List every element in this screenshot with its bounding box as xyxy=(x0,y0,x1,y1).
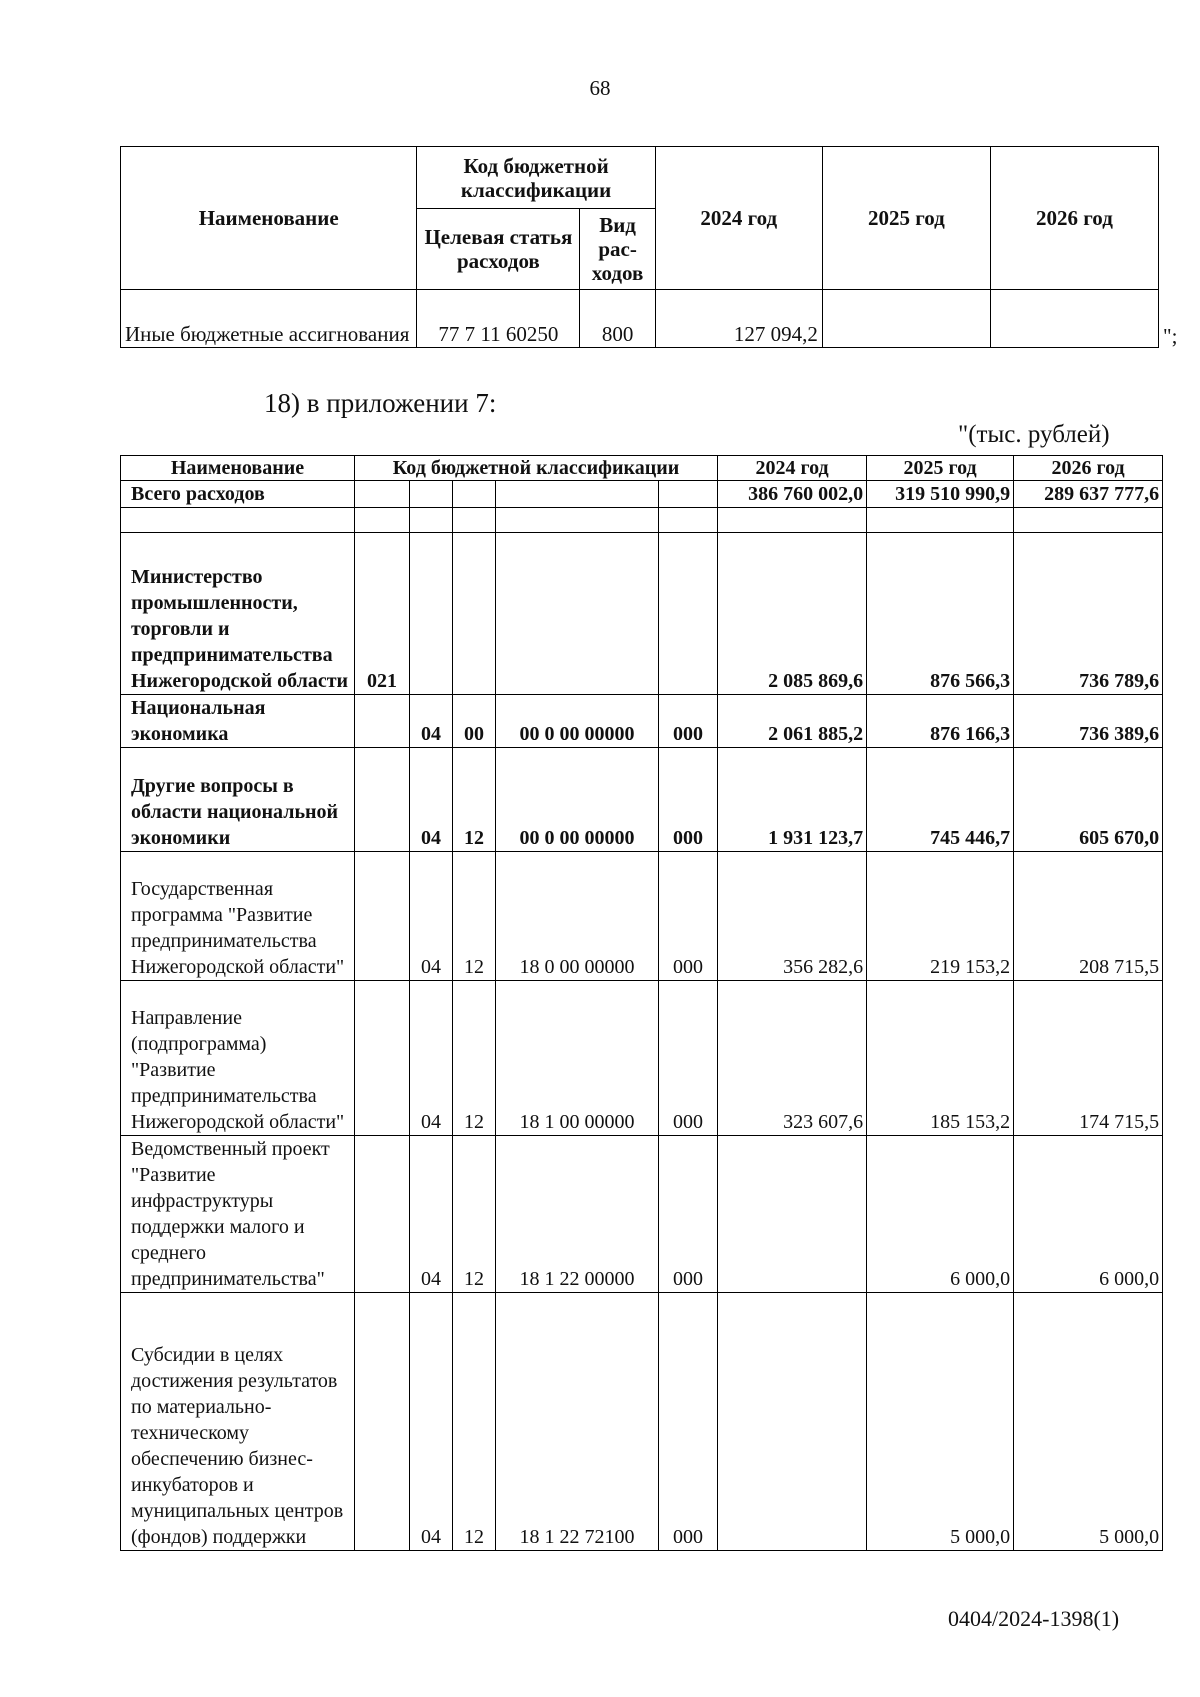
row-ministry-code xyxy=(355,748,410,852)
row-2025 xyxy=(822,290,990,348)
row-name: Направление (подпрограмма) "Развитие предпринимательства Нижегородской области" xyxy=(121,981,355,1136)
row-section-code: 04 xyxy=(410,852,453,981)
row-name xyxy=(121,508,355,533)
row-2026: 174 715,5 xyxy=(1014,981,1163,1136)
row-expense-type: 000 xyxy=(659,748,718,852)
row-expense-type: 800 xyxy=(580,290,655,348)
table-row xyxy=(121,508,1163,533)
row-2026: 736 389,6 xyxy=(1014,695,1163,748)
row-name: Субсидии в целях достижения результатов по материально-техническому обеспечению бизнес-инкубаторов и муниципальных центров (фондов) поддержки xyxy=(121,1293,355,1551)
document-code: 0404/2024-1398(1) xyxy=(948,1606,1120,1631)
row-subsection-code: 00 xyxy=(453,695,496,748)
row-2024: 127 094,2 xyxy=(655,290,822,348)
row-ministry-code xyxy=(355,695,410,748)
row-target-article xyxy=(496,508,659,533)
row-ministry-code xyxy=(355,481,410,508)
table-row xyxy=(121,852,1163,981)
row-subsection-code: 12 xyxy=(453,1293,496,1551)
row-section-code: 04 xyxy=(410,748,453,852)
row-expense-type: 000 xyxy=(659,695,718,748)
row-subsection-code xyxy=(453,508,496,533)
header-code-group: Код бюджетной классификации xyxy=(417,147,655,209)
table-row xyxy=(121,1293,1163,1551)
row-target-article: 18 0 00 00000 xyxy=(496,852,659,981)
row-name: Всего расходов xyxy=(121,481,355,508)
row-ministry-code xyxy=(355,852,410,981)
row-ministry-code xyxy=(355,981,410,1136)
row-2024: 1 931 123,7 xyxy=(718,748,867,852)
row-name: Иные бюджетные ассигнования xyxy=(121,290,417,348)
row-section-code: 04 xyxy=(410,1293,453,1551)
header-2024: 2024 год xyxy=(655,147,822,290)
row-expense-type: 000 xyxy=(659,1293,718,1551)
row-2025: 876 166,3 xyxy=(867,695,1014,748)
header-code-group: Код бюджетной классификации xyxy=(355,456,718,481)
row-2025: 6 000,0 xyxy=(867,1136,1014,1293)
budget-table-continuation xyxy=(120,146,1159,348)
row-expense-type: 000 xyxy=(659,981,718,1136)
row-section-code: 04 xyxy=(410,695,453,748)
row-2024 xyxy=(718,1136,867,1293)
header-2025: 2025 год xyxy=(822,147,990,290)
row-2024: 356 282,6 xyxy=(718,852,867,981)
row-2024: 2 085 869,6 xyxy=(718,533,867,695)
row-section-code xyxy=(410,481,453,508)
row-2025: 876 566,3 xyxy=(867,533,1014,695)
table-row xyxy=(121,748,1163,852)
row-expense-type: 000 xyxy=(659,1136,718,1293)
header-name: Наименование xyxy=(121,147,417,290)
row-subsection-code xyxy=(453,481,496,508)
row-target-article: 18 1 22 00000 xyxy=(496,1136,659,1293)
row-subsection-code xyxy=(453,533,496,695)
table-row xyxy=(121,1136,1163,1293)
row-ministry-code xyxy=(355,1293,410,1551)
row-2025: 5 000,0 xyxy=(867,1293,1014,1551)
row-2024: 2 061 885,2 xyxy=(718,695,867,748)
row-target-article: 00 0 00 00000 xyxy=(496,748,659,852)
row-expense-type: 000 xyxy=(659,852,718,981)
row-expense-type xyxy=(659,533,718,695)
unit-label: "(тыс. рублей) xyxy=(958,421,1110,448)
row-target-article: 00 0 00 00000 xyxy=(496,695,659,748)
row-2026: 736 789,6 xyxy=(1014,533,1163,695)
row-name: Ведомственный проект "Развитие инфраструктуры поддержки малого и среднего предпринимательства" xyxy=(121,1136,355,1293)
row-target-article xyxy=(496,481,659,508)
row-subsection-code: 12 xyxy=(453,852,496,981)
row-2025: 745 446,7 xyxy=(867,748,1014,852)
section-heading: 18) в приложении 7: xyxy=(264,388,497,418)
row-subsection-code: 12 xyxy=(453,981,496,1136)
row-expense-type xyxy=(659,508,718,533)
row-target-article xyxy=(496,533,659,695)
table-row xyxy=(121,981,1163,1136)
table-row xyxy=(121,533,1163,695)
header-2026: 2026 год xyxy=(990,147,1158,290)
row-2026 xyxy=(1014,508,1163,533)
row-section-code xyxy=(410,533,453,695)
row-expense-type xyxy=(659,481,718,508)
header-2025: 2025 год xyxy=(867,456,1014,481)
row-2026: 5 000,0 xyxy=(1014,1293,1163,1551)
header-target-article: Целевая статья расходов xyxy=(417,209,580,290)
row-2026: 289 637 777,6 xyxy=(1014,481,1163,508)
header-2024: 2024 год xyxy=(718,456,867,481)
header-2026: 2026 год xyxy=(1014,456,1163,481)
row-2024: 323 607,6 xyxy=(718,981,867,1136)
row-name: Министерство промышленности, торговли и предпринимательства Нижегородской области xyxy=(121,533,355,695)
row-target-article: 18 1 00 00000 xyxy=(496,981,659,1136)
row-2025: 185 153,2 xyxy=(867,981,1014,1136)
row-target-article: 77 7 11 60250 xyxy=(417,290,580,348)
row-2025: 219 153,2 xyxy=(867,852,1014,981)
row-2024 xyxy=(718,1293,867,1551)
row-2025 xyxy=(867,508,1014,533)
row-subsection-code: 12 xyxy=(453,1136,496,1293)
row-ministry-code: 021 xyxy=(355,533,410,695)
header-name: Наименование xyxy=(121,456,355,481)
row-section-code: 04 xyxy=(410,981,453,1136)
row-subsection-code: 12 xyxy=(453,748,496,852)
appendix-7-table xyxy=(120,455,1163,1551)
row-2024: 386 760 002,0 xyxy=(718,481,867,508)
row-name: Другие вопросы в области национальной экономики xyxy=(121,748,355,852)
row-2026: 208 715,5 xyxy=(1014,852,1163,981)
closing-quote-mark: "; xyxy=(1163,324,1178,348)
table-row xyxy=(121,481,1163,508)
page-number: 68 xyxy=(589,76,611,100)
row-2026: 605 670,0 xyxy=(1014,748,1163,852)
row-section-code: 04 xyxy=(410,1136,453,1293)
row-2026: 6 000,0 xyxy=(1014,1136,1163,1293)
table-row xyxy=(121,290,1159,348)
row-section-code xyxy=(410,508,453,533)
row-ministry-code xyxy=(355,1136,410,1293)
row-ministry-code xyxy=(355,508,410,533)
table-row xyxy=(121,695,1163,748)
row-target-article: 18 1 22 72100 xyxy=(496,1293,659,1551)
row-name: Национальная экономика xyxy=(121,695,355,748)
row-2026 xyxy=(990,290,1158,348)
row-2025: 319 510 990,9 xyxy=(867,481,1014,508)
header-expense-type: Вид рас-ходов xyxy=(580,209,655,290)
row-2024 xyxy=(718,508,867,533)
row-name: Государственная программа "Развитие предпринимательства Нижегородской области" xyxy=(121,852,355,981)
